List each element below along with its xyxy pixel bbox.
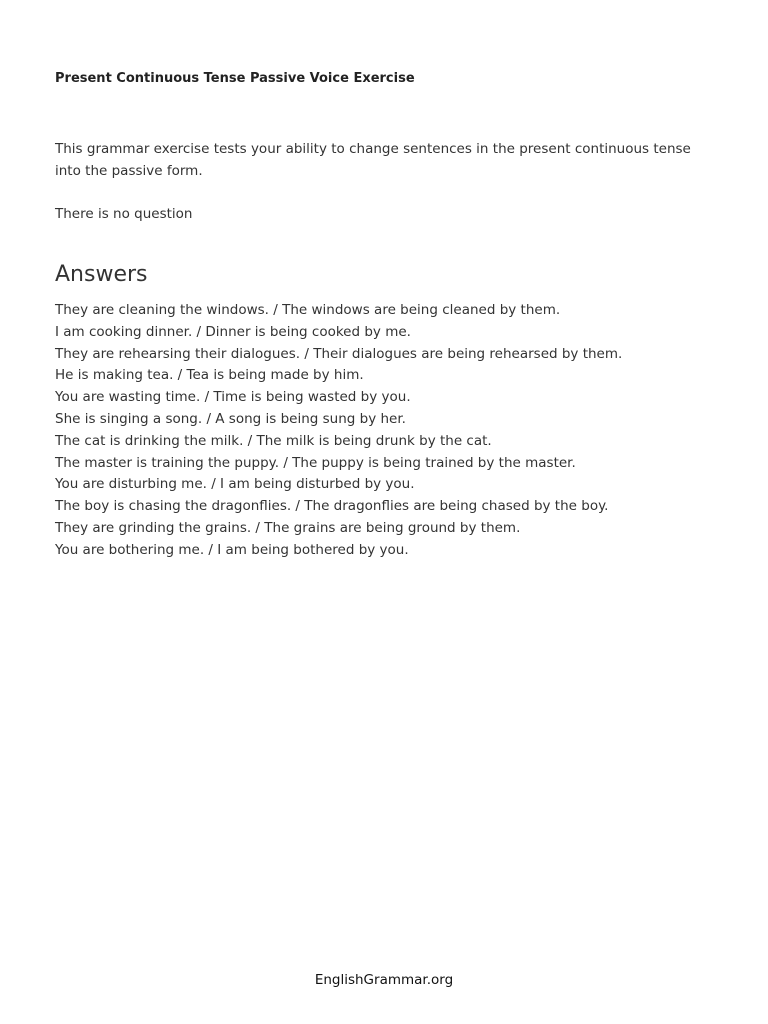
answer-item: She is singing a song. / A song is being sung by her.: [55, 410, 406, 427]
page-title: Present Continuous Tense Passive Voice Exercise: [55, 71, 415, 86]
answer-item: They are cleaning the windows. / The windows are being cleaned by them.: [55, 302, 561, 318]
question-note: There is no question: [55, 206, 193, 222]
answers-list: [55, 300, 622, 562]
answer-item: They are grinding the grains. / The grains are being ground by them.: [55, 519, 521, 536]
answer-item: I am cooking dinner. / Dinner is being cooked by me.: [55, 323, 411, 340]
answer-item: They are rehearsing their dialogues. / Their dialogues are being rehearsed by them.: [55, 345, 623, 362]
answer-item: You are disturbing me. / I am being disturbed by you.: [55, 476, 415, 493]
answer-item: He is making tea. / Tea is being made by him.: [55, 367, 364, 384]
answers-heading: Answers: [55, 262, 148, 287]
answer-item: The boy is chasing the dragonflies. / The dragonflies are being chased by the boy.: [55, 498, 609, 515]
footer-site-name: EnglishGrammar.org: [314, 972, 454, 988]
answer-item: The cat is drinking the milk. / The milk is being drunk by the cat.: [55, 432, 492, 449]
intro-paragraph: This grammar exercise tests your ability to change sentences in the present continuous tense into the passive form.: [55, 141, 691, 179]
answer-item: The master is training the puppy. / The puppy is being trained by the master.: [55, 454, 576, 471]
answer-item: You are bothering me. / I am being bothered by you.: [55, 541, 409, 558]
answer-item: You are wasting time. / Time is being wasted by you.: [55, 389, 411, 406]
